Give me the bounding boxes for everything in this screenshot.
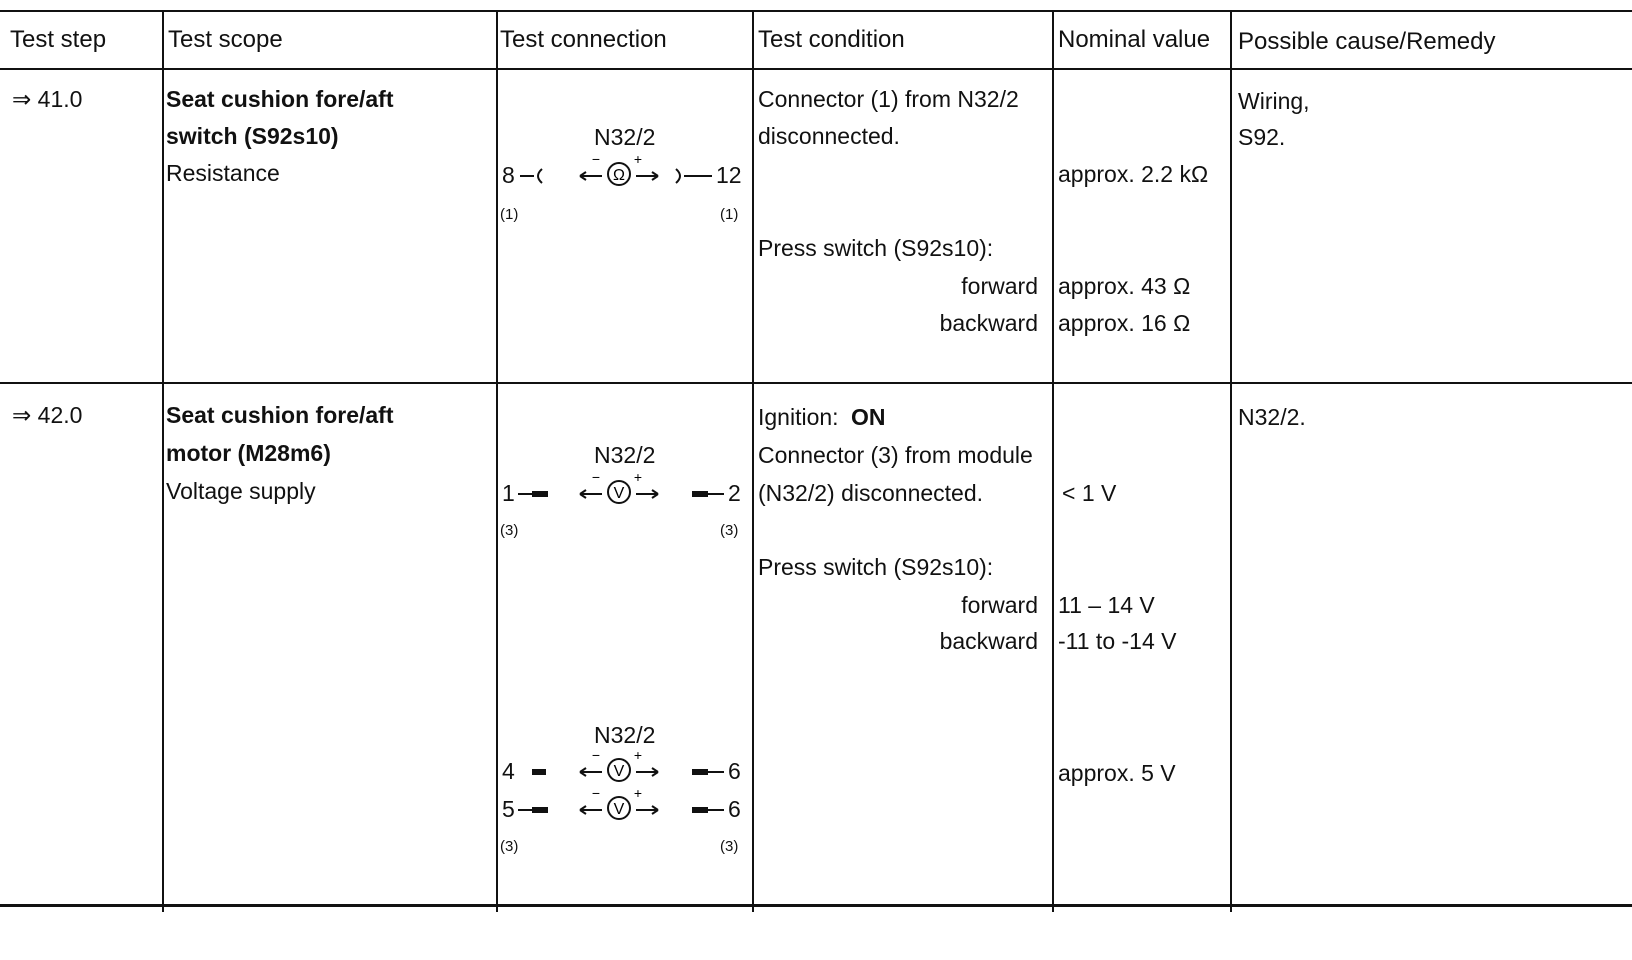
row2-test-step: ⇒ 42.0 (12, 402, 83, 428)
row2-conn-a-pin-left: 1 (502, 480, 515, 506)
row1-cause-line2: S92. (1238, 124, 1286, 150)
row1-conn-connector-left: (1) (500, 206, 519, 223)
row1-condition-line3: Press switch (S92s10): (758, 235, 994, 261)
svg-text:+: + (633, 786, 643, 801)
table-top-rule (0, 10, 1632, 12)
row1-conn-pin-right: 12 (716, 162, 742, 188)
row1-meter-symbol: Ω (613, 167, 625, 184)
row2-nominal-2: 11 – 14 V (1058, 592, 1155, 618)
row2-nominal-1: < 1 V (1062, 480, 1117, 506)
row1-nominal-2: approx. 43 Ω (1058, 273, 1191, 299)
row2-condition-forward: forward (961, 592, 1038, 618)
row1-ohmmeter-icon (578, 152, 660, 188)
row2-conn-a-connector-left: (3) (500, 522, 519, 539)
row1-condition-line1: Connector (1) from N32/2 (758, 86, 1019, 112)
row1-nominal-1: approx. 2.2 kΩ (1058, 161, 1209, 187)
svg-text:+: + (633, 748, 643, 763)
row2-conn-b-plug-right-2-icon (690, 800, 726, 820)
row2-scope-title-line1: Seat cushion fore/aft (166, 402, 394, 428)
row2-condition-ignition (758, 398, 885, 436)
svg-text:+: + (633, 152, 643, 167)
row2-conn-a-module: N32/2 (594, 442, 656, 468)
row2-conn-a-plug-right-icon (690, 484, 726, 504)
row1-socket-right-icon (674, 166, 714, 186)
svg-text:−: − (591, 470, 601, 485)
row2-conn-a-plug-left-icon (518, 484, 552, 504)
row2-conn-b-pin-right-1: 6 (728, 758, 741, 784)
row2-conn-b-plug-left-2-icon (518, 800, 552, 820)
row2-conn-a-pin-right: 2 (728, 480, 741, 506)
col-divider-3 (752, 10, 754, 912)
row2-conn-b-meter-symbol-1: V (613, 763, 625, 780)
row2-nominal-4: approx. 5 V (1058, 760, 1176, 786)
row2-condition-line2: Connector (3) from module (758, 442, 1033, 468)
row2-conn-b-pin-right-2: 6 (728, 796, 741, 822)
header-possible-cause: Possible cause/Remedy (1238, 28, 1496, 55)
col-divider-5 (1230, 10, 1232, 912)
row2-cause-line1: N32/2. (1238, 404, 1306, 430)
row2-condition-ignition-label: Ignition: (758, 404, 839, 430)
svg-text:−: − (591, 786, 601, 801)
row2-conn-a-meter-symbol: V (613, 485, 625, 502)
row1-scope-sub: Resistance (166, 160, 280, 186)
row2-condition-line4: Press switch (S92s10): (758, 554, 994, 580)
row1-conn-connector-right: (1) (720, 206, 739, 223)
header-test-condition: Test condition (758, 26, 905, 53)
row1-test-step: ⇒ 41.0 (12, 86, 83, 112)
row2-scope-title-line2: motor (M28m6) (166, 440, 331, 466)
row1-socket-left-icon (520, 166, 546, 186)
row2-conn-b-pin-left-2: 5 (502, 796, 515, 822)
row2-condition-line3: (N32/2) disconnected. (758, 480, 984, 506)
svg-text:+: + (633, 470, 643, 485)
col-divider-1 (162, 10, 164, 912)
row-divider (0, 382, 1632, 384)
row2-conn-b-voltmeter-2-icon (578, 786, 660, 822)
row2-conn-b-pin-left-1: 4 (502, 758, 515, 784)
row2-condition-backward: backward (939, 628, 1038, 654)
row2-conn-b-module: N32/2 (594, 722, 656, 748)
table-bottom-rule (0, 904, 1632, 907)
row1-conn-pin-left: 8 (502, 162, 515, 188)
svg-text:−: − (591, 748, 601, 763)
row1-connection-diagram (498, 118, 750, 228)
header-test-step: Test step (10, 26, 107, 53)
row1-conn-module: N32/2 (594, 124, 656, 150)
row2-conn-b-meter-symbol-2: V (613, 801, 625, 818)
row2-conn-b-plug-right-1-icon (690, 762, 726, 782)
row2-conn-b-connector-left: (3) (500, 838, 519, 855)
col-divider-4 (1052, 10, 1054, 912)
row2-conn-b-connector-right: (3) (720, 838, 739, 855)
row2-conn-a-connector-right: (3) (720, 522, 739, 539)
row1-condition-forward: forward (961, 273, 1038, 299)
row2-conn-b-plug-left-1-icon (530, 762, 552, 782)
header-nominal-value: Nominal value (1058, 26, 1211, 53)
row2-conn-a-voltmeter-icon (578, 470, 660, 506)
row1-nominal-3: approx. 16 Ω (1058, 310, 1191, 336)
header-test-scope: Test scope (168, 26, 283, 53)
row1-scope-title-line2: switch (S92s10) (166, 123, 339, 149)
header-test-connection: Test connection (500, 26, 667, 53)
row2-nominal-3: -11 to -14 V (1058, 628, 1177, 654)
header-bottom-rule (0, 68, 1632, 70)
row2-conn-b-voltmeter-1-icon (578, 748, 660, 784)
row1-condition-line2: disconnected. (758, 123, 900, 149)
row2-connection-diagram-a (498, 436, 750, 546)
row1-condition-backward: backward (939, 310, 1038, 336)
row2-condition-ignition-value: ON (850, 404, 886, 430)
row2-connection-diagram-b (498, 716, 750, 866)
row1-cause-line1: Wiring, (1238, 88, 1310, 114)
row1-scope-title-line1: Seat cushion fore/aft (166, 86, 394, 112)
svg-text:−: − (591, 152, 601, 167)
row2-scope-sub: Voltage supply (166, 478, 316, 504)
